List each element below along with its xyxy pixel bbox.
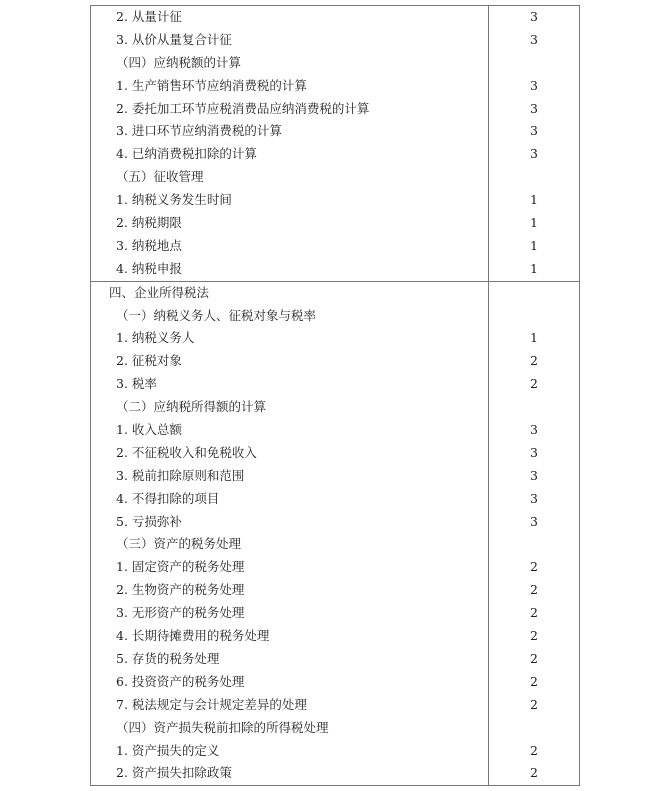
topic-item: 2. 从量计征 — [116, 9, 182, 24]
section-heading: （四）资产损失税前扣除的所得税处理 — [116, 719, 329, 735]
level-value: 3 — [530, 123, 538, 139]
section-heading: （三）资产的税务处理 — [116, 536, 242, 552]
topic-item: 7. 税法规定与会计规定差异的处理 — [116, 696, 307, 712]
level-value: 3 — [530, 422, 538, 438]
topic-item: 3. 无形资产的税务处理 — [116, 605, 245, 621]
level-value: 2 — [530, 559, 538, 575]
level-value: 3 — [530, 77, 538, 93]
level-value — [489, 533, 579, 556]
level-value: 2 — [530, 650, 538, 666]
level-value: 3 — [530, 444, 538, 460]
topic-item: 5. 亏损弥补 — [116, 513, 182, 529]
level-value: 3 — [530, 513, 538, 529]
level-value: 2 — [530, 696, 538, 712]
topic-item: 1. 纳税义务人 — [116, 330, 195, 346]
topic-item: 4. 纳税申报 — [116, 260, 182, 276]
level-cell — [489, 6, 580, 282]
level-value — [489, 52, 579, 75]
topic-item: 2. 不征税收入和免税收入 — [116, 444, 257, 460]
topic-item: 2. 纳税期限 — [116, 215, 182, 231]
level-value: 3 — [530, 490, 538, 506]
topic-item: 2. 委托加工环节应税消费品应纳消费税的计算 — [116, 100, 370, 116]
level-value: 3 — [530, 9, 538, 24]
level-value: 2 — [530, 605, 538, 621]
topic-cell — [91, 6, 489, 282]
topic-item: 1. 纳税义务发生时间 — [116, 192, 232, 208]
level-value — [489, 166, 579, 189]
topic-item: 1. 固定资产的税务处理 — [116, 559, 245, 575]
topic-item: 1. 收入总额 — [116, 422, 182, 438]
topic-item: 1. 资产损失的定义 — [116, 742, 220, 758]
section-heading: （一）纳税义务人、征税对象与税率 — [116, 307, 317, 323]
topic-item: 2. 征税对象 — [116, 353, 182, 369]
level-value: 1 — [530, 330, 538, 346]
level-value — [489, 305, 579, 328]
section-heading: （二）应纳税所得额的计算 — [116, 399, 267, 415]
level-value: 2 — [530, 742, 538, 758]
topic-item: 1. 生产销售环节应纳消费税的计算 — [116, 77, 307, 93]
level-value: 2 — [530, 673, 538, 689]
topic-item: 2. 生物资产的税务处理 — [116, 582, 245, 598]
section-heading: （四）应纳税额的计算 — [116, 54, 242, 70]
topic-item: 4. 长期待摊费用的税务处理 — [116, 628, 270, 644]
level-value: 3 — [530, 31, 538, 47]
topic-item: 6. 投资资产的税务处理 — [116, 673, 245, 689]
level-cell — [489, 281, 580, 786]
level-value: 1 — [530, 237, 538, 253]
level-value: 2 — [530, 582, 538, 598]
level-value: 2 — [530, 628, 538, 644]
topic-item: 4. 不得扣除的项目 — [116, 490, 220, 506]
table-group-row-2 — [91, 281, 580, 786]
topic-item: 3. 纳税地点 — [116, 237, 182, 253]
syllabus-table — [90, 5, 580, 786]
section-heading: （五）征收管理 — [116, 169, 204, 185]
topic-item: 3. 税前扣除原则和范围 — [116, 467, 245, 483]
level-value: 3 — [530, 146, 538, 162]
level-value: 1 — [530, 215, 538, 231]
level-value: 1 — [530, 260, 538, 276]
chapter-heading: 四、企业所得税法 — [109, 284, 210, 300]
topic-item: 3. 进口环节应纳消费税的计算 — [116, 123, 282, 139]
table-group-row-1 — [91, 6, 580, 282]
level-value — [489, 396, 579, 419]
level-value: 2 — [530, 376, 538, 392]
level-value: 3 — [530, 100, 538, 116]
level-value: 2 — [530, 765, 538, 781]
topic-cell — [91, 281, 489, 786]
topic-item: 2. 资产损失扣除政策 — [116, 765, 232, 781]
level-value: 3 — [530, 467, 538, 483]
topic-item: 3. 从价从量复合计征 — [116, 31, 232, 47]
topic-item: 5. 存货的税务处理 — [116, 650, 220, 666]
topic-item: 4. 已纳消费税扣除的计算 — [116, 146, 257, 162]
level-value — [489, 717, 579, 740]
level-value: 2 — [530, 353, 538, 369]
topic-item: 3. 税率 — [116, 376, 157, 392]
level-value — [489, 282, 579, 305]
level-value: 1 — [530, 192, 538, 208]
